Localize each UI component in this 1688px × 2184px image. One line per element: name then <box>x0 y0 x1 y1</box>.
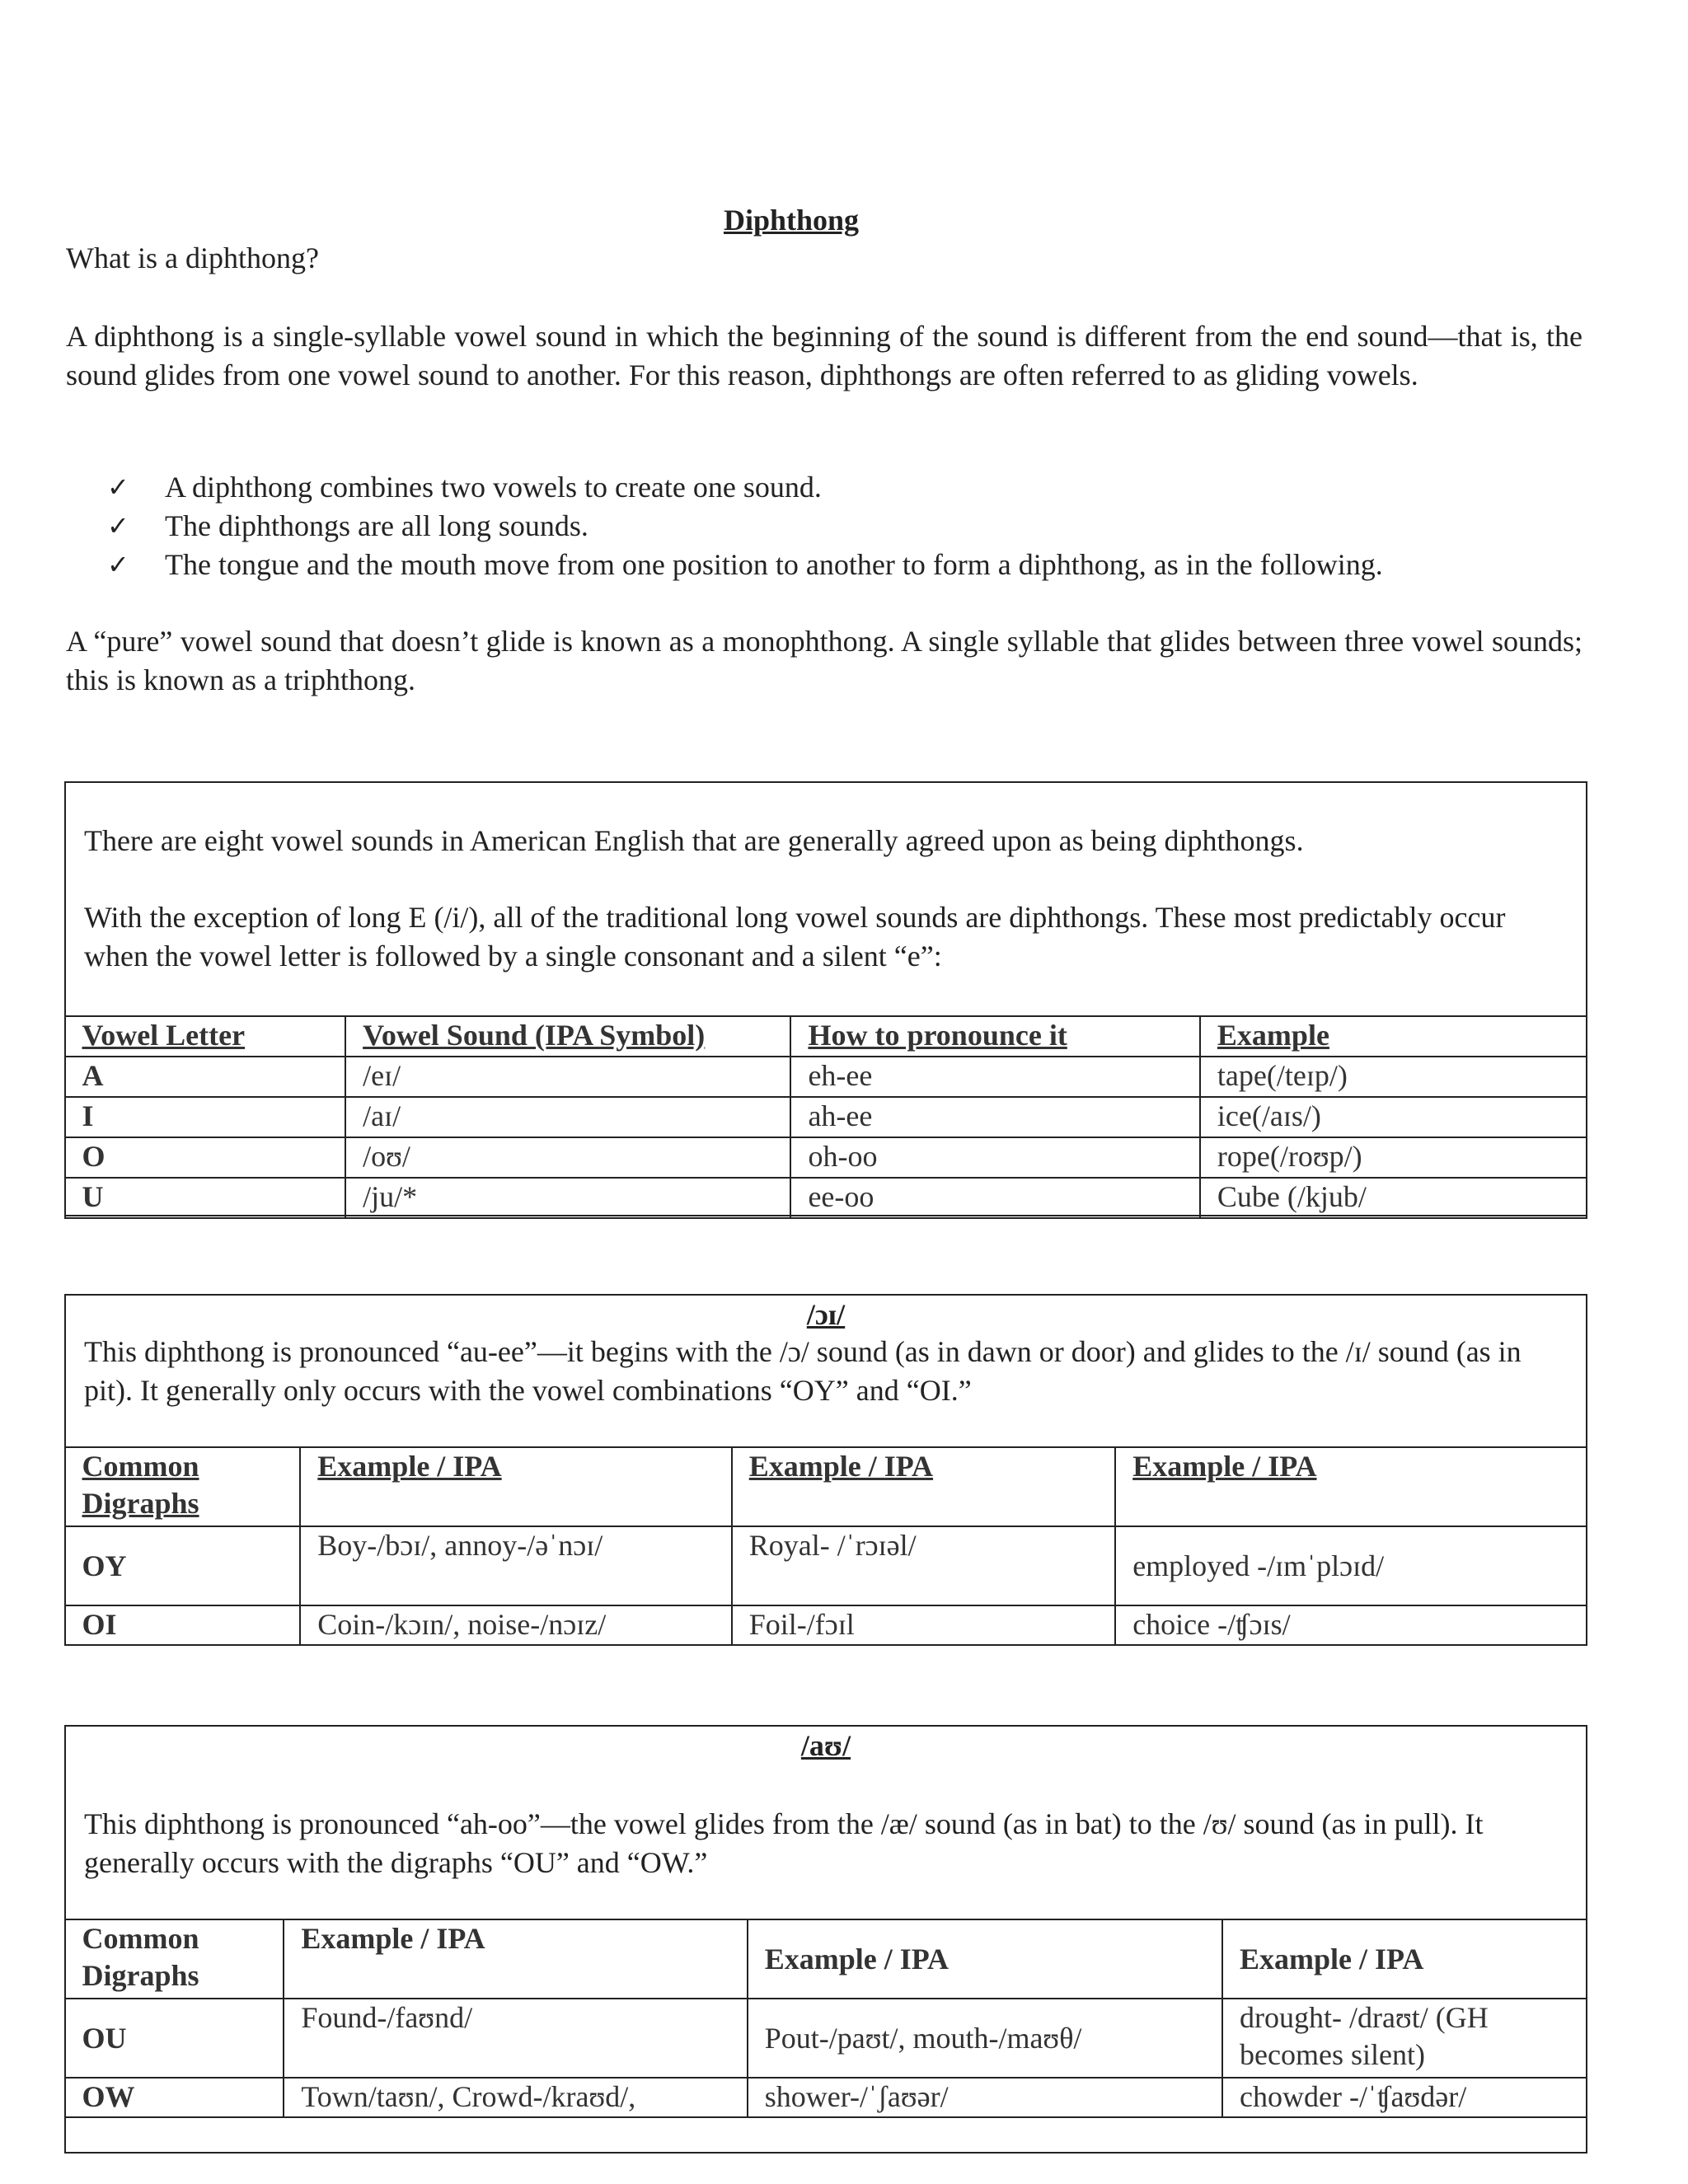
example-cell: Town/taʊn/, Crowd-/kraʊd/, <box>284 2078 747 2117</box>
oi-diphthong-box <box>64 1294 1587 1646</box>
table-row <box>65 1605 1587 1645</box>
column-header: Example <box>1200 1016 1587 1057</box>
example-cell: shower-/ˈʃaʊər/ <box>748 2078 1222 2117</box>
table-header-row <box>65 1447 1587 1526</box>
list-item <box>107 546 1591 584</box>
intro-paragraph: A diphthong is a single-syllable vowel sound in which the beginning of the sound is different from the end sound—that is, the sound glides from one vowel sound to another. For this reason, diphthongs are often referred to as gliding vowels. <box>66 320 1582 391</box>
column-header: Vowel Sound (IPA Symbol) <box>345 1016 790 1057</box>
digraph-cell: OU <box>65 1999 284 2078</box>
table-row <box>65 1178 1587 1218</box>
column-header: Example / IPA <box>1222 1919 1586 1999</box>
example-cell: Royal- /ˈrɔɪəl/ <box>732 1526 1115 1605</box>
question-heading: What is a diphthong? <box>66 241 319 274</box>
list-item <box>107 468 1591 507</box>
box2-heading: /ɔɪ/ <box>806 1298 846 1331</box>
example-cell: Pout-/paʊt/, mouth-/maʊθ/ <box>748 1999 1222 2078</box>
column-header: Vowel Letter <box>65 1016 346 1057</box>
monophthong-paragraph: A “pure” vowel sound that doesn’t glide is known as a monophthong. A single syllable that glides between three vowel sounds; this is known as a triphthong. <box>66 625 1582 696</box>
table-row <box>65 1526 1587 1605</box>
checkmark-icon: ✓ <box>107 471 129 503</box>
box1-paragraph-2: With the exception of long E (/i/), all of the traditional long vowel sounds are diphthongs. These most predictably occur when the vowel letter is followed by a single consonant and a silent “e”: <box>84 901 1506 972</box>
ipa-cell: /ju/* <box>345 1178 790 1218</box>
example-cell: chowder -/ˈʧaʊdər/ <box>1222 2078 1586 2117</box>
box3-paragraph: This diphthong is pronounced “ah-oo”—the vowel glides from the /æ/ sound (as in bat) to the /ʊ/ sound (as in pull). It generally occurs with the digraphs “OU” and “OW.” <box>84 1807 1484 1879</box>
example-cell: Coin-/kɔɪn/, noise-/nɔɪz/ <box>300 1605 731 1645</box>
example-cell: tape(/teɪp/) <box>1200 1057 1587 1097</box>
digraph-cell: OW <box>65 2078 284 2117</box>
long-vowels-box <box>64 781 1587 1216</box>
vowel-letter-cell: I <box>65 1097 346 1137</box>
table-row <box>65 1097 1587 1137</box>
column-header: Example / IPA <box>732 1447 1115 1526</box>
box2-paragraph: This diphthong is pronounced “au-ee”—it begins with the /ɔ/ sound (as in dawn or door) and glides to the /ɪ/ sound (as in pit). It generally only occurs with the vowel combinations “OY” and “OI.” <box>84 1335 1522 1407</box>
example-cell: rope(/roʊp/) <box>1200 1137 1587 1178</box>
ipa-cell: /aɪ/ <box>345 1097 790 1137</box>
pronunciation-cell: eh-ee <box>790 1057 1199 1097</box>
table-row <box>65 1057 1587 1097</box>
bullet-text: A diphthong combines two vowels to create one sound. <box>165 471 822 504</box>
au-diphthong-box <box>64 1725 1587 2154</box>
example-cell: Found-/faʊnd/ <box>284 1999 747 2078</box>
pronunciation-cell: oh-oo <box>790 1137 1199 1178</box>
example-cell: drought- /draʊt/ (GH becomes silent) <box>1222 1999 1586 2078</box>
vowel-letter-cell: U <box>65 1178 346 1218</box>
column-header: Example / IPA <box>748 1919 1222 1999</box>
list-item <box>107 507 1591 546</box>
table-row <box>65 1999 1587 2078</box>
column-header: Common Digraphs <box>65 1447 301 1526</box>
ipa-cell: /oʊ/ <box>345 1137 790 1178</box>
checkmark-icon: ✓ <box>107 549 129 580</box>
box3-heading: /aʊ/ <box>800 1729 851 1762</box>
bullet-text: The tongue and the mouth move from one position to another to form a diphthong, as in the following. <box>165 548 1383 581</box>
bullet-text: The diphthongs are all long sounds. <box>165 509 588 542</box>
example-cell: Cube (/kjub/ <box>1200 1178 1587 1218</box>
bullet-list <box>107 468 1591 584</box>
pronunciation-cell: ee-oo <box>790 1178 1199 1218</box>
ipa-cell: /eɪ/ <box>345 1057 790 1097</box>
au-examples-table <box>64 1919 1587 2118</box>
pronunciation-cell: ah-ee <box>790 1097 1199 1137</box>
digraph-cell: OI <box>65 1605 301 1645</box>
digraph-cell: OY <box>65 1526 301 1605</box>
column-header: Common Digraphs <box>65 1919 284 1999</box>
page-title: Diphthong <box>723 204 860 237</box>
column-header: Example / IPA <box>300 1447 731 1526</box>
box1-paragraph-1: There are eight vowel sounds in American English that are generally agreed upon as being diphthongs. <box>84 824 1304 857</box>
example-cell: ice(/aɪs/) <box>1200 1097 1587 1137</box>
example-cell: Boy-/bɔɪ/, annoy-/əˈnɔɪ/ <box>300 1526 731 1605</box>
table-header-row <box>65 1016 1587 1057</box>
table-header-row <box>65 1919 1587 1999</box>
oi-examples-table <box>64 1446 1587 1646</box>
long-vowels-table <box>64 1015 1587 1219</box>
table-row <box>65 1137 1587 1178</box>
column-header: Example / IPA <box>1115 1447 1586 1526</box>
vowel-letter-cell: A <box>65 1057 346 1097</box>
column-header: How to pronounce it <box>790 1016 1199 1057</box>
vowel-letter-cell: O <box>65 1137 346 1178</box>
checkmark-icon: ✓ <box>107 510 129 541</box>
example-cell: employed -/ɪmˈplɔɪd/ <box>1115 1526 1586 1605</box>
example-cell: Foil-/fɔɪl <box>732 1605 1115 1645</box>
table-row <box>65 2078 1587 2117</box>
column-header: Example / IPA <box>284 1919 747 1999</box>
example-cell: choice -/ʧɔɪs/ <box>1115 1605 1586 1645</box>
